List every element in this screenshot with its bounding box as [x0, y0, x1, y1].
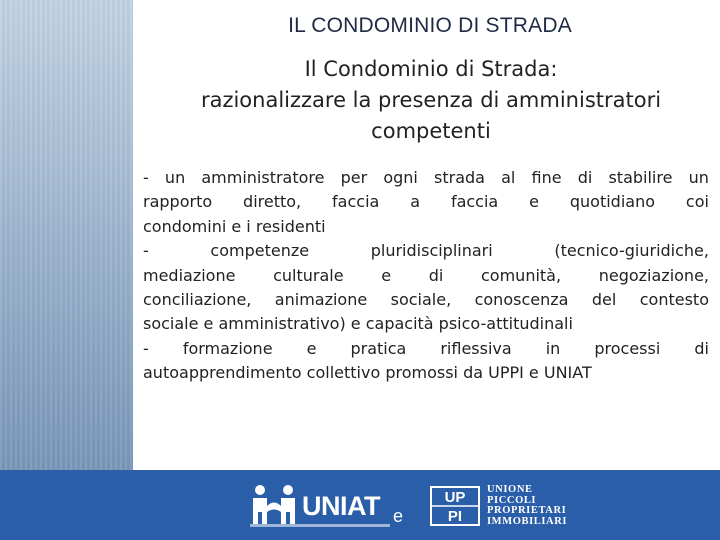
body-line [143, 166, 709, 190]
body-word: per [340, 168, 368, 187]
uppi-name-line: PICCOLI [487, 494, 537, 506]
body-word: conciliazione, [143, 289, 252, 309]
body-word: di [577, 168, 593, 187]
body-word: di [428, 265, 444, 285]
conjunction-text: e [393, 506, 404, 526]
uppi-letters-top: UP [444, 489, 466, 506]
body-word: (tecnico-giuridiche, [554, 241, 709, 261]
body-word: amministratore [201, 168, 325, 187]
title-line: Il Condominio di Strada: [304, 57, 558, 81]
body-line: sociale e amministrativo) e capacità psico-attitudinali [143, 314, 573, 334]
body-word: del [591, 289, 617, 309]
body-word: sociale, [390, 289, 452, 309]
body-word: di [694, 338, 709, 358]
uppi-name-line: UNIONE [487, 484, 533, 495]
body-word: e [529, 192, 539, 212]
body-line [143, 288, 709, 312]
body-word: faccia [332, 192, 380, 212]
body-word: e [381, 265, 392, 285]
uppi-name [487, 485, 607, 527]
body-word: un [688, 168, 709, 187]
body-word: quotidiano [569, 192, 656, 212]
body-word: a [410, 192, 421, 212]
body-word: culturale [273, 265, 344, 285]
body-word: in [545, 338, 561, 358]
left-decorative-band [0, 0, 133, 470]
body-line [143, 239, 709, 263]
body-word: fine [531, 168, 562, 187]
body-word: strada [434, 168, 485, 187]
body-word: mediazione [143, 265, 236, 285]
uniat-subtitle-strip [250, 524, 390, 527]
body-word: faccia [450, 192, 499, 212]
body-word: riflessiva [440, 338, 512, 358]
body-word: un [164, 168, 186, 187]
body-word: e [306, 338, 317, 358]
body-word: coi [685, 192, 709, 212]
body-word: diretto, [243, 192, 302, 212]
body-word: processi [594, 338, 661, 358]
body-word: - [143, 338, 149, 358]
body-line [143, 190, 709, 214]
title-line: razionalizzare la presenza di amministratori [200, 88, 662, 112]
uppi-name-line: IMMOBILIARI [487, 515, 568, 527]
body-line: condomini e i residenti [143, 216, 326, 236]
body-word: animazione [274, 289, 368, 309]
uppi-logo-icon [430, 486, 480, 526]
uniat-logo-text: UNIAT [302, 491, 380, 521]
body-word: formazione [182, 338, 273, 358]
body-word: al [501, 168, 516, 187]
body-word: pratica [350, 338, 407, 358]
body-word: rapporto [143, 192, 213, 212]
body-word: comunità, [481, 265, 562, 285]
body-word: - [143, 241, 149, 261]
body-line: autoapprendimento collettivo promossi da UPPI e UNIAT [143, 363, 592, 383]
body-line [143, 337, 709, 361]
body-word: pluridisciplinari [370, 241, 493, 261]
body-word: contesto [639, 289, 709, 309]
title-line: competenti [371, 119, 491, 143]
body-word: conoscenza [474, 289, 569, 309]
slide-title [150, 54, 712, 147]
body-word: competenze [210, 241, 310, 261]
body-word: negoziazione, [598, 265, 709, 285]
body-word: ogni [383, 168, 418, 187]
slide-header: IL CONDOMINIO DI STRADA [288, 14, 572, 37]
uppi-name-line: PROPRIETARI [487, 505, 567, 516]
body-text [143, 166, 709, 386]
body-word: - [143, 168, 149, 187]
uppi-letters-bottom: PI [447, 508, 463, 525]
body-line [143, 264, 709, 288]
body-word: stabilire [608, 168, 673, 187]
